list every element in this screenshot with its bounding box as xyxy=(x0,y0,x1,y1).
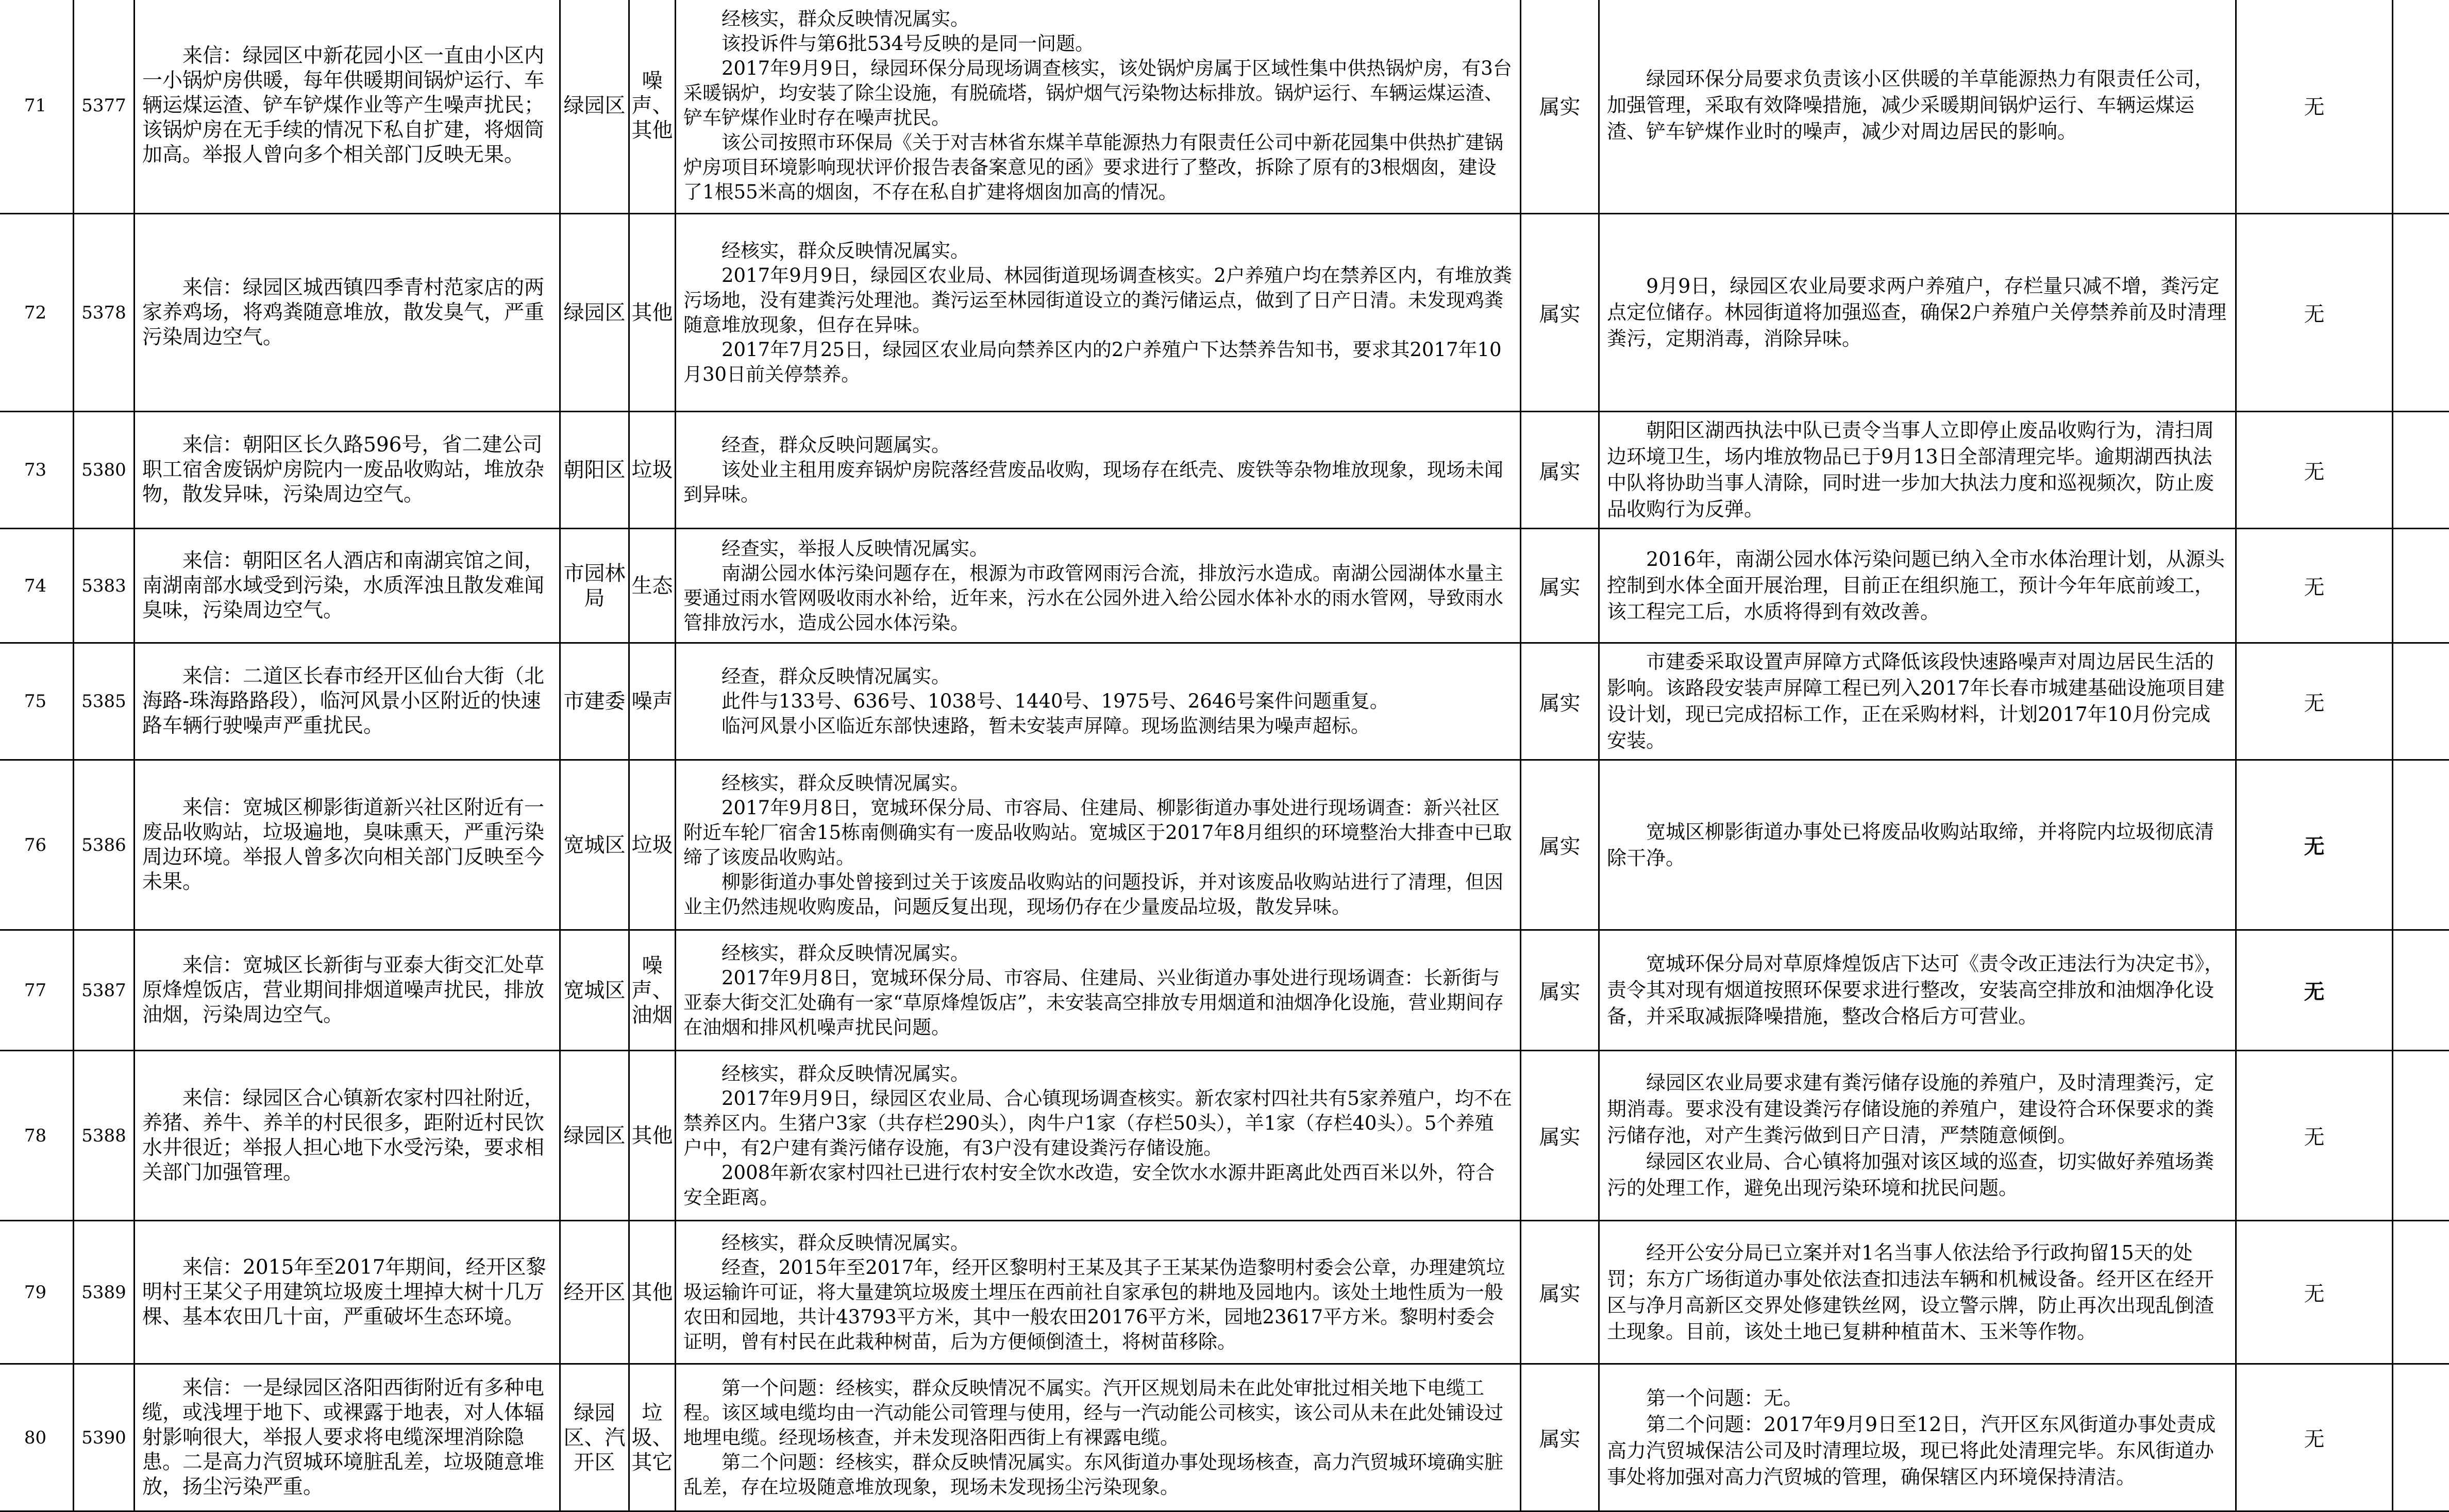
table-row xyxy=(0,529,2449,643)
verification-paragraph: 第一个问题：经核实，群众反映情况不属实。汽开区规划局未在此处审批过相关地下电缆工程。该区域电缆均由一汽动能公司管理与使用，经与一汽动能公司核实，该公司从未在此处铺设过地埋电缆。经现场核查，并未发现洛阳西街上有裸露电缆。 xyxy=(683,1376,1513,1450)
complaint-text: 来信：宽城区长新街与亚泰大街交汇处草原烽煌饭店，营业期间排烟道噪声扰民，排放油烟，污染周边空气。 xyxy=(142,953,552,1028)
handling-result-cell xyxy=(1599,760,2236,930)
empty-cell xyxy=(2393,214,2449,412)
row-number-cell: 77 xyxy=(0,930,74,1051)
category-cell: 其他 xyxy=(629,214,676,412)
empty-cell xyxy=(2393,1364,2449,1511)
table-row xyxy=(0,1051,2449,1221)
status-cell: 属实 xyxy=(1521,1051,1599,1221)
verification-paragraph: 2017年9月9日，绿园区农业局、林园街道现场调查核实。2户养殖户均在禁养区内，有堆放粪污场地，没有建粪污处理池。粪污运至林园街道设立的粪污储运点，做到了日产日清。未发现鸡粪随意堆放现象，但存在异味。 xyxy=(683,263,1513,338)
complaint-cell xyxy=(135,412,560,529)
verification-paragraph: 经核实，群众反映情况属实。 xyxy=(683,1062,1513,1086)
responsible-unit-cell: 经开区 xyxy=(560,1221,629,1364)
status-cell: 属实 xyxy=(1521,412,1599,529)
verification-cell xyxy=(676,529,1521,643)
verification-paragraph: 第二个问题：经核实，群众反映情况属实。东风街道办事处现场核查，高力汽贸城环境确实脏乱差，存在垃圾随意堆放现象，现场未发现扬尘污染现象。 xyxy=(683,1450,1513,1500)
table-row xyxy=(0,930,2449,1051)
handling-result-cell xyxy=(1599,1364,2236,1511)
verification-cell xyxy=(676,930,1521,1051)
empty-cell xyxy=(2393,1221,2449,1364)
complaint-cell xyxy=(135,643,560,760)
accountability-cell: 无 xyxy=(2236,643,2393,760)
responsible-unit-cell: 宽城区 xyxy=(560,930,629,1051)
verification-paragraph: 该公司按照市环保局《关于对吉林省东煤羊草能源热力有限责任公司中新花园集中供热扩建锅炉房项目环境影响现状评价报告表备案意见的函》要求进行了整改，拆除了原有的3根烟囱，建设了1根55米高的烟囱，不存在私自扩建将烟囱加高的情况。 xyxy=(683,130,1513,205)
responsible-unit-cell: 绿园区、汽开区 xyxy=(560,1364,629,1511)
status-cell: 属实 xyxy=(1521,1364,1599,1511)
verification-paragraph: 2017年9月8日，宽城环保分局、市容局、住建局、兴业街道办事处进行现场调查：长新街与亚泰大街交汇处确有一家“草原烽煌饭店”，未安装高空排放专用烟道和油烟净化设施，营业期间存在油烟和排风机噪声扰民问题。 xyxy=(683,966,1513,1040)
responsible-unit-cell: 绿园区 xyxy=(560,0,629,214)
case-id-cell: 5389 xyxy=(74,1221,135,1364)
category-cell: 生态 xyxy=(629,529,676,643)
handling-paragraph: 绿园环保分局要求负责该小区供暖的羊草能源热力有限责任公司，加强管理，采取有效降噪措施，减少采暖期间锅炉运行、车辆运煤运渣、铲车铲煤作业时的噪声，减少对周边居民的影响。 xyxy=(1607,66,2228,145)
status-cell: 属实 xyxy=(1521,1221,1599,1364)
case-id-cell: 5378 xyxy=(74,214,135,412)
accountability-cell: 无 xyxy=(2236,930,2393,1051)
verification-paragraph: 经查，群众反映情况属实。 xyxy=(683,664,1513,689)
empty-cell xyxy=(2393,412,2449,529)
verification-paragraph: 该处业主租用废弃锅炉房院落经营废品收购，现场存在纸壳、废铁等杂物堆放现象，现场未闻到异味。 xyxy=(683,458,1513,507)
handling-result-cell xyxy=(1599,1221,2236,1364)
case-id-cell: 5387 xyxy=(74,930,135,1051)
complaint-text: 来信：二道区长春市经开区仙台大街（北海路-珠海路路段），临河风景小区附近的快速路车辆行驶噪声严重扰民。 xyxy=(142,664,552,738)
complaint-cell xyxy=(135,214,560,412)
table-row xyxy=(0,643,2449,760)
verification-paragraph: 该投诉件与第6批534号反映的是同一问题。 xyxy=(683,31,1513,56)
handling-paragraph: 市建委采取设置声屏障方式降低该段快速路噪声对周边居民生活的影响。该路段安装声屏障工程已列入2017年长春市城建基础设施项目建设计划，现已完成招标工作，正在采购材料，计划2017年10月份完成安装。 xyxy=(1607,649,2228,754)
handling-paragraph: 9月9日，绿园区农业局要求两户养殖户，存栏量只减不增，粪污定点定位储存。林园街道将加强巡查，确保2户养殖户关停禁养前及时清理粪污，定期消毒，消除异味。 xyxy=(1607,273,2228,352)
complaint-cell xyxy=(135,0,560,214)
verification-cell xyxy=(676,1221,1521,1364)
row-number-cell: 71 xyxy=(0,0,74,214)
handling-result-cell xyxy=(1599,214,2236,412)
status-cell: 属实 xyxy=(1521,643,1599,760)
status-cell: 属实 xyxy=(1521,760,1599,930)
verification-cell xyxy=(676,1364,1521,1511)
complaint-cell xyxy=(135,529,560,643)
complaint-text: 来信：2015年至2017年期间，经开区黎明村王某父子用建筑垃圾废土埋掉大树十几万棵、基本农田几十亩，严重破坏生态环境。 xyxy=(142,1255,552,1330)
case-id-cell: 5383 xyxy=(74,529,135,643)
case-id-cell: 5385 xyxy=(74,643,135,760)
row-number-cell: 72 xyxy=(0,214,74,412)
table-row xyxy=(0,1221,2449,1364)
category-cell: 噪声、油烟 xyxy=(629,930,676,1051)
verification-cell xyxy=(676,760,1521,930)
verification-paragraph: 2017年9月9日，绿园区农业局、合心镇现场调查核实。新农家村四社共有5家养殖户，均不在禁养区内。生猪户3家（共存栏290头），肉牛户1家（存栏50头），羊1家（存栏40头）。5个养殖户中，有2户建有粪污储存设施，有3户没有建设粪污存储设施。 xyxy=(683,1086,1513,1161)
complaint-text: 来信：绿园区城西镇四季青村范家店的两家养鸡场，将鸡粪随意堆放，散发臭气，严重污染周边空气。 xyxy=(142,276,552,350)
complaint-cell xyxy=(135,1051,560,1221)
empty-cell xyxy=(2393,1051,2449,1221)
verification-paragraph: 临河风景小区临近东部快速路，暂未安装声屏障。现场监测结果为噪声超标。 xyxy=(683,714,1513,738)
handling-paragraph: 第二个问题：2017年9月9日至12日，汽开区东风街道办事处责成高力汽贸城保洁公司及时清理垃圾，现已将此处清理完毕。东风街道办事处将加强对高力汽贸城的管理，确保辖区内环境保持清洁。 xyxy=(1607,1412,2228,1490)
verification-paragraph: 经核实，群众反映情况属实。 xyxy=(683,239,1513,263)
complaint-text: 来信：朝阳区名人酒店和南湖宾馆之间，南湖南部水域受到污染，水质浑浊且散发难闻臭味，污染周边空气。 xyxy=(142,549,552,623)
accountability-cell: 无 xyxy=(2236,0,2393,214)
category-cell: 噪声 xyxy=(629,643,676,760)
accountability-cell: 无 xyxy=(2236,1221,2393,1364)
complaint-text: 来信：一是绿园区洛阳西街附近有多种电缆，或浅埋于地下、或裸露于地表，对人体辐射影响很大，举报人要求将电缆深埋消除隐患。二是高力汽贸城环境脏乱差，垃圾随意堆放，扬尘污染严重。 xyxy=(142,1376,552,1500)
status-cell: 属实 xyxy=(1521,0,1599,214)
accountability-cell: 无 xyxy=(2236,760,2393,930)
case-id-cell: 5380 xyxy=(74,412,135,529)
accountability-cell: 无 xyxy=(2236,1364,2393,1511)
verification-cell xyxy=(676,1051,1521,1221)
complaint-cell xyxy=(135,760,560,930)
verification-paragraph: 经查，2015年至2017年，经开区黎明村王某及其子王某某伪造黎明村委会公章，办理建筑垃圾运输许可证，将大量建筑垃圾废土埋压在西前社自家承包的耕地及园地内。该处土地性质为一般农田和园地，共计43793平方米，其中一般农田20176平方米，园地23617平方米。黎明村委会证明，曾有村民在此栽种树苗，后为方便倾倒渣土，将树苗移除。 xyxy=(683,1255,1513,1354)
verification-paragraph: 2017年7月25日，绿园区农业局向禁养区内的2户养殖户下达禁养告知书，要求其2017年10月30日前关停禁养。 xyxy=(683,338,1513,387)
verification-paragraph: 经查实，举报人反映情况属实。 xyxy=(683,536,1513,561)
handling-result-cell xyxy=(1599,1051,2236,1221)
status-cell: 属实 xyxy=(1521,930,1599,1051)
handling-result-cell xyxy=(1599,412,2236,529)
verification-cell xyxy=(676,412,1521,529)
accountability-cell: 无 xyxy=(2236,1051,2393,1221)
row-number-cell: 78 xyxy=(0,1051,74,1221)
category-cell: 其他 xyxy=(629,1051,676,1221)
row-number-cell: 76 xyxy=(0,760,74,930)
complaint-cell xyxy=(135,1221,560,1364)
handling-result-cell xyxy=(1599,529,2236,643)
table-row xyxy=(0,412,2449,529)
empty-cell xyxy=(2393,930,2449,1051)
handling-paragraph: 第一个问题：无。 xyxy=(1607,1385,2228,1412)
table-row xyxy=(0,214,2449,412)
accountability-cell: 无 xyxy=(2236,214,2393,412)
category-cell: 垃圾 xyxy=(629,412,676,529)
verification-paragraph: 经核实，群众反映情况属实。 xyxy=(683,941,1513,966)
table-row xyxy=(0,1364,2449,1511)
table-row xyxy=(0,760,2449,930)
status-cell: 属实 xyxy=(1521,529,1599,643)
complaint-cell xyxy=(135,930,560,1051)
complaint-text: 来信：绿园区中新花园小区一直由小区内一小锅炉房供暖，每年供暖期间锅炉运行、车辆运煤运渣、铲车铲煤作业等产生噪声扰民；该锅炉房在无手续的情况下私自扩建，将烟筒加高。举报人曾向多个相关部门反映无果。 xyxy=(142,44,552,167)
category-cell: 其他 xyxy=(629,1221,676,1364)
row-number-cell: 80 xyxy=(0,1364,74,1511)
verification-paragraph: 2017年9月8日，宽城环保分局、市容局、住建局、柳影街道办事处进行现场调查：新兴社区附近车轮厂宿舍15栋南侧确实有一废品收购站。宽城区于2017年8月组织的环境整治大排查中已取缔了该废品收购站。 xyxy=(683,796,1513,870)
responsible-unit-cell: 市建委 xyxy=(560,643,629,760)
verification-paragraph: 经核实，群众反映情况属实。 xyxy=(683,7,1513,31)
responsible-unit-cell: 绿园区 xyxy=(560,214,629,412)
empty-cell xyxy=(2393,643,2449,760)
case-id-cell: 5377 xyxy=(74,0,135,214)
table-row xyxy=(0,0,2449,214)
verification-paragraph: 经核实，群众反映情况属实。 xyxy=(683,771,1513,796)
verification-paragraph: 南湖公园水体污染问题存在，根源为市政管网雨污合流，排放污水造成。南湖公园湖体水量主要通过雨水管网吸收雨水补给，近年来，污水在公园外进入给公园水体补水的雨水管网，导致雨水管排放污水，造成公园水体污染。 xyxy=(683,561,1513,635)
case-id-cell: 5390 xyxy=(74,1364,135,1511)
complaint-text: 来信：绿园区合心镇新农家村四社附近，养猪、养牛、养羊的村民很多，距附近村民饮水井很近；举报人担心地下水受污染，要求相关部门加强管理。 xyxy=(142,1086,552,1185)
case-id-cell: 5386 xyxy=(74,760,135,930)
handling-paragraph: 宽城区柳影街道办事处已将废品收购站取缔，并将院内垃圾彻底清除干净。 xyxy=(1607,819,2228,871)
empty-cell xyxy=(2393,0,2449,214)
handling-paragraph: 绿园区农业局、合心镇将加强对该区域的巡查，切实做好养殖场粪污的处理工作，避免出现污染环境和扰民问题。 xyxy=(1607,1149,2228,1201)
complaint-text: 来信：宽城区柳影街道新兴社区附近有一废品收购站，垃圾遍地，臭味熏天，严重污染周边环境。举报人曾多次向相关部门反映至今未果。 xyxy=(142,796,552,895)
accountability-cell: 无 xyxy=(2236,412,2393,529)
empty-cell xyxy=(2393,529,2449,643)
complaint-cell xyxy=(135,1364,560,1511)
accountability-cell: 无 xyxy=(2236,529,2393,643)
responsible-unit-cell: 朝阳区 xyxy=(560,412,629,529)
verification-paragraph: 2008年新农家村四社已进行农村安全饮水改造，安全饮水水源井距离此处西百米以外，符合安全距离。 xyxy=(683,1161,1513,1210)
row-number-cell: 74 xyxy=(0,529,74,643)
handling-result-cell xyxy=(1599,643,2236,760)
verification-paragraph: 此件与133号、636号、1038号、1440号、1975号、2646号案件问题重复。 xyxy=(683,689,1513,714)
verification-cell xyxy=(676,643,1521,760)
case-id-cell: 5388 xyxy=(74,1051,135,1221)
category-cell: 垃圾 xyxy=(629,760,676,930)
handling-result-cell xyxy=(1599,930,2236,1051)
handling-paragraph: 经开公安分局已立案并对1名当事人依法给予行政拘留15天的处罚；东方广场街道办事处依法查扣违法车辆和机械设备。经开区在经开区与净月高新区交界处修建铁丝网，设立警示牌，防止再次出现乱倒渣土现象。目前，该处土地已复耕种植苗木、玉米等作物。 xyxy=(1607,1240,2228,1345)
responsible-unit-cell: 宽城区 xyxy=(560,760,629,930)
verification-paragraph: 经查，群众反映问题属实。 xyxy=(683,433,1513,458)
complaint-text: 来信：朝阳区长久路596号，省二建公司职工宿舍废锅炉房院内一废品收购站，堆放杂物，散发异味，污染周边空气。 xyxy=(142,433,552,507)
responsible-unit-cell: 市园林局 xyxy=(560,529,629,643)
verification-paragraph: 柳影街道办事处曾接到过关于该废品收购站的问题投诉，并对该废品收购站进行了清理，但因业主仍然违规收购废品，问题反复出现，现场仍存在少量废品垃圾，散发异味。 xyxy=(683,870,1513,919)
verification-paragraph: 经核实，群众反映情况属实。 xyxy=(683,1231,1513,1255)
empty-cell xyxy=(2393,760,2449,930)
verification-paragraph: 2017年9月9日，绿园环保分局现场调查核实，该处锅炉房属于区域性集中供热锅炉房，有3台采暖锅炉，均安装了除尘设施，有脱硫塔，锅炉烟气污染物达标排放。锅炉运行、车辆运煤运渣、铲车铲煤作业时存在噪声扰民。 xyxy=(683,56,1513,130)
verification-cell xyxy=(676,214,1521,412)
handling-paragraph: 宽城环保分局对草原烽煌饭店下达可《责令改正违法行为决定书》，责令其对现有烟道按照环保要求进行整改，安装高空排放和油烟净化设备，并采取减振降噪措施，整改合格后方可营业。 xyxy=(1607,951,2228,1030)
category-cell: 垃圾、其它 xyxy=(629,1364,676,1511)
handling-result-cell xyxy=(1599,0,2236,214)
handling-paragraph: 绿园区农业局要求建有粪污储存设施的养殖户，及时清理粪污，定期消毒。要求没有建设粪污存储设施的养殖户，建设符合环保要求的粪污储存池，对产生粪污做到日产日清，严禁随意倾倒。 xyxy=(1607,1070,2228,1149)
verification-cell xyxy=(676,0,1521,214)
category-cell: 噪声、其他 xyxy=(629,0,676,214)
responsible-unit-cell: 绿园区 xyxy=(560,1051,629,1221)
row-number-cell: 79 xyxy=(0,1221,74,1364)
status-cell: 属实 xyxy=(1521,214,1599,412)
handling-paragraph: 朝阳区湖西执法中队已责令当事人立即停止废品收购行为，清扫周边环境卫生，场内堆放物品已于9月13日全部清理完毕。逾期湖西执法中队将协助当事人清除，同时进一步加大执法力度和巡视频次，防止废品收购行为反弹。 xyxy=(1607,417,2228,523)
row-number-cell: 75 xyxy=(0,643,74,760)
row-number-cell: 73 xyxy=(0,412,74,529)
handling-paragraph: 2016年，南湖公园水体污染问题已纳入全市水体治理计划，从源头控制到水体全面开展治理，目前正在组织施工，预计今年年底前竣工，该工程完工后，水质将得到有效改善。 xyxy=(1607,546,2228,625)
